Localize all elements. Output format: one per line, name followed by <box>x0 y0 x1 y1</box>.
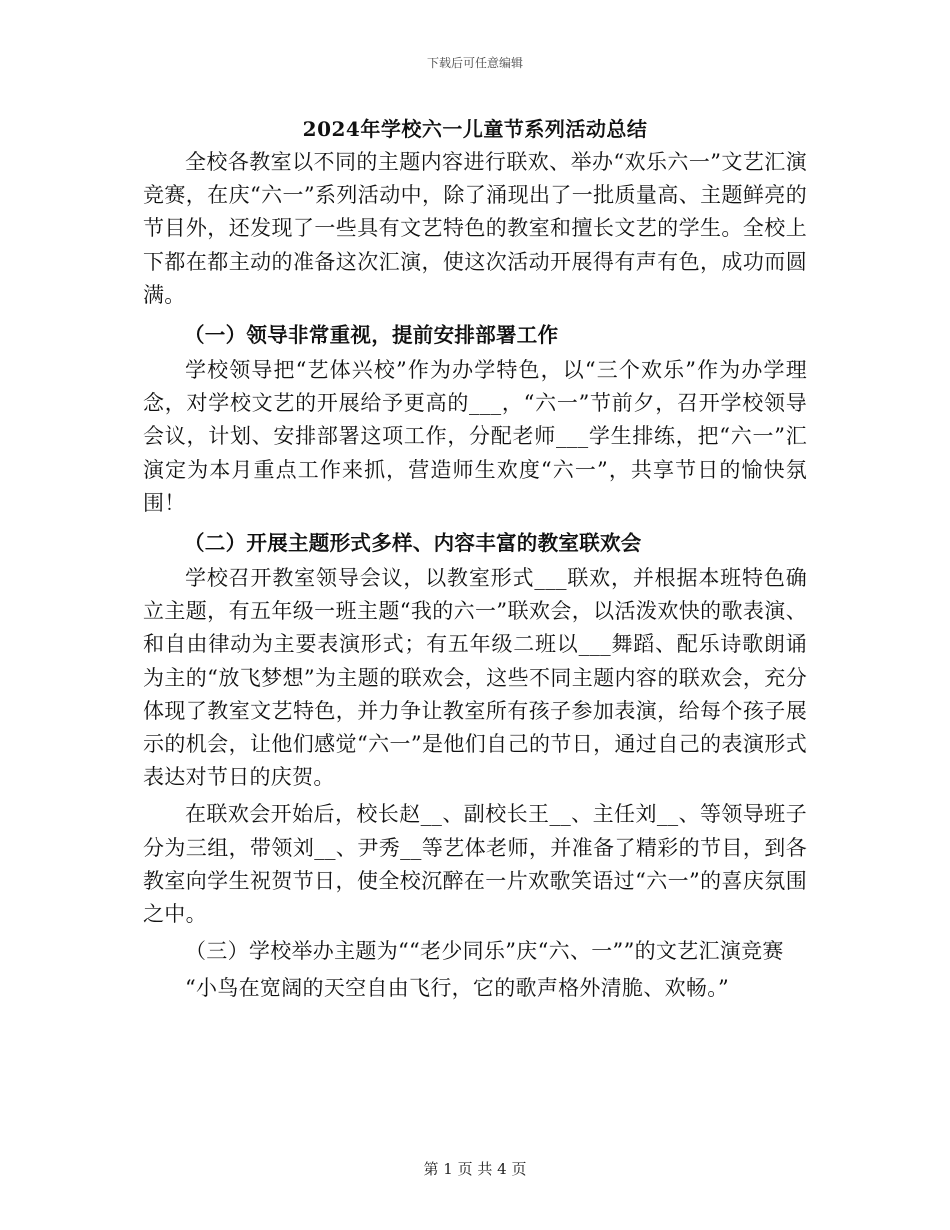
document-title: 2024年学校六一儿童节系列活动总结 <box>302 117 648 141</box>
document-body <box>143 112 807 1006</box>
intro-paragraph: 全校各教室以不同的主题内容进行联欢、举办“欢乐六一”文艺汇演竞赛，在庆“六一”系列活动中，除了涌现出了一批质量高、主题鲜亮的节目外，还发现了一些具有文艺特色的教室和擅长文艺的学生。全校上下都在都主动的准备这次汇演，使这次活动开展得有声有色，成功而圆满。 <box>143 150 807 307</box>
section-1-heading: （一）领导非常重视，提前安排部署工作 <box>184 323 559 348</box>
section-2-paragraph-2: 在联欢会开始后，校长赵__、副校长王__、主任刘__、等领导班子分为三组，带领刘__、尹秀__等艺体老师，并准备了精彩的节目，到各教室向学生祝贺节日，使全校沉醉在一片欢歌笑语过“六一”的喜庆氛围之中。 <box>143 802 807 927</box>
section-3-paragraph: “小鸟在宽阔的天空自由飞行，它的歌声格外清脆、欢畅。” <box>185 976 730 1001</box>
section-3-heading: （三）学校举办主题为““老少同乐”庆“六、一””的文艺汇演竞赛 <box>185 939 784 964</box>
section-2-paragraph-1: 学校召开教室领导会议，以教室形式___联欢，并根据本班特色确立主题，有五年级一班主题“我的六一”联欢会，以活泼欢快的歌表演、和自由律动为主要表演形式；有五年级二班以___舞蹈、配乐诗歌朗诵为主的“放飞梦想”为主题的联欢会，这些不同主题内容的联欢会，充分体现了教室文艺特色，并力争让教室所有孩子参加表演，给每个孩子展示的机会，让他们感觉“六一”是他们自己的节日，通过自己的表演形式表达对节日的庆贺。 <box>143 566 807 790</box>
page-number-footer: 第 1 页 共 4 页 <box>423 1160 527 1178</box>
section-2-heading: （二）开展主题形式多样、内容丰富的教室联欢会 <box>184 531 642 556</box>
section-1-paragraph: 学校领导把“艺体兴校”作为办学特色，以“三个欢乐”作为办学理念，对学校文艺的开展给予更高的___，“六一”节前夕，召开学校领导会议，计划、安排部署这项工作，分配老师___学生排练，把“六一”汇演定为本月重点工作来抓，营造师生欢度“六一”，共享节日的愉快氛围！ <box>143 358 807 515</box>
page-header: 下载后可任意编辑 <box>426 56 523 70</box>
